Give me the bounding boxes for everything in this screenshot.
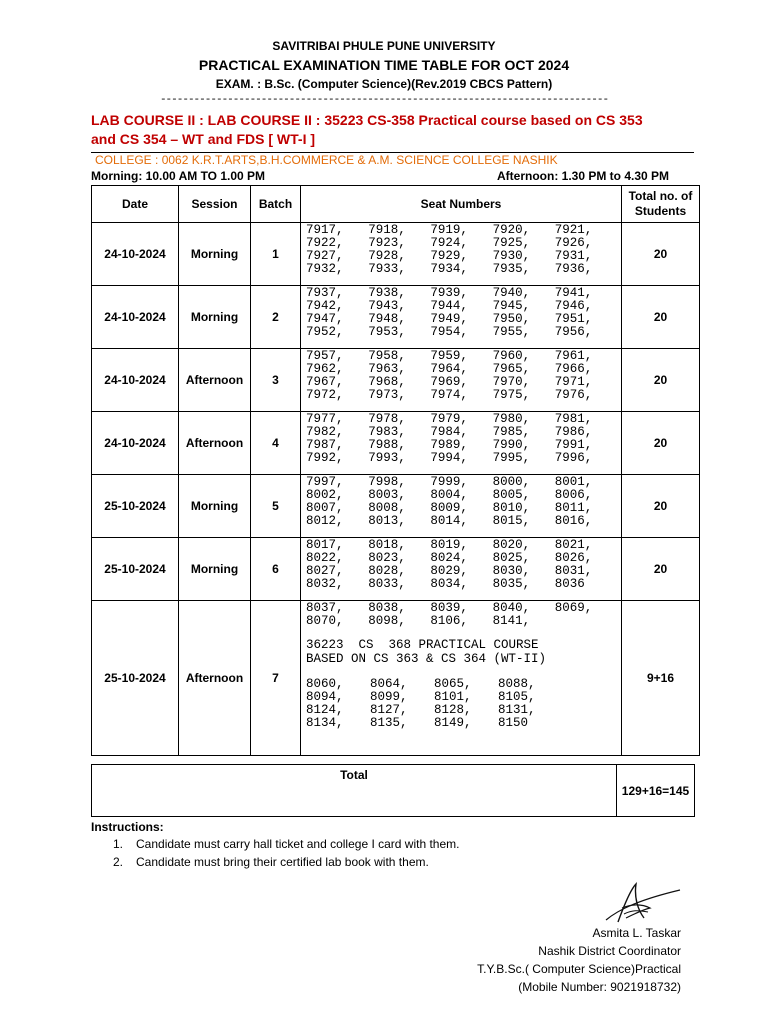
- seat-number: 8124,: [306, 703, 344, 717]
- seat-number: 8070,: [306, 614, 344, 628]
- seat-number: 8003,: [368, 488, 406, 502]
- seat-number: 8135,: [370, 716, 408, 730]
- seat-number: 8024,: [430, 551, 468, 565]
- seat-number: 8019,: [430, 538, 468, 552]
- column-header-batch: Batch: [251, 186, 301, 223]
- seat-number: 7959,: [430, 349, 468, 363]
- separator-line: --------------------------------------------------------------------------------: [159, 94, 609, 106]
- college-name: COLLEGE : 0062 K.R.T.ARTS,B.H.COMMERCE & A.M. SCIENCE COLLEGE NASHIK: [95, 153, 558, 167]
- seat-number: 7977,: [306, 412, 344, 426]
- table-row: [92, 601, 700, 756]
- seat-number: 7956,: [554, 325, 593, 339]
- seat-number: 7948,: [368, 312, 406, 326]
- seat-number: 7968,: [368, 375, 406, 389]
- seat-number: 7957,: [306, 349, 344, 363]
- seat-number: 8034,: [430, 577, 468, 591]
- signatory-mobile: (Mobile Number: 9021918732): [518, 980, 681, 994]
- seat-number: 7930,: [492, 249, 531, 263]
- seat-number: 7933,: [368, 262, 406, 276]
- seat-number: 8094,: [306, 690, 344, 704]
- seat-number: 8150: [498, 716, 529, 730]
- seat-number: 8030,: [492, 564, 531, 578]
- seat-number: 7982,: [306, 425, 344, 439]
- seat-number-list: [306, 413, 617, 465]
- seat-number: 7917,: [306, 223, 344, 237]
- seat-number: 8006,: [554, 488, 593, 502]
- column-header-seat-numbers: Seat Numbers: [301, 186, 622, 223]
- seat-number: 8001,: [554, 475, 593, 489]
- seat-number: 8014,: [430, 514, 468, 528]
- seat-number: 7988,: [368, 438, 406, 452]
- seat-number: 7974,: [430, 388, 468, 402]
- seat-number: 8032,: [306, 577, 344, 591]
- seat-number: 7973,: [368, 388, 406, 402]
- seat-number: 8099,: [370, 690, 408, 704]
- seat-number: 7950,: [492, 312, 531, 326]
- seat-numbers-cell: [301, 538, 622, 601]
- seat-number: 8039,: [430, 601, 468, 615]
- seat-number: 7987,: [306, 438, 344, 452]
- seat-number: 8012,: [306, 514, 344, 528]
- date-cell: 24-10-2024: [92, 286, 179, 349]
- seat-number: 7960,: [492, 349, 531, 363]
- seat-number: 7999,: [430, 475, 468, 489]
- session-cell: Afternoon: [179, 412, 251, 475]
- seat-number: 7923,: [368, 236, 406, 250]
- session-cell: Afternoon: [179, 601, 251, 756]
- seat-number: 7953,: [368, 325, 406, 339]
- batch-cell: 3: [251, 349, 301, 412]
- seat-number: 7975,: [492, 388, 531, 402]
- column-header-date: Date: [92, 186, 179, 223]
- seat-number: 7951,: [554, 312, 593, 326]
- seat-number: 8023,: [368, 551, 406, 565]
- seat-number: 8040,: [492, 601, 531, 615]
- seat-number: 8036: [554, 577, 585, 591]
- column-header-total: Total no. of Students: [622, 186, 700, 223]
- seat-number: 7936,: [554, 262, 593, 276]
- seat-number: 7963,: [368, 362, 406, 376]
- seat-number: 7922,: [306, 236, 344, 250]
- seat-number: 8134,: [306, 716, 344, 730]
- seat-number: 7920,: [492, 223, 531, 237]
- seat-number: 7934,: [430, 262, 468, 276]
- seat-number-list: [306, 350, 617, 402]
- seat-number: 7986,: [554, 425, 593, 439]
- seat-number: 8000,: [492, 475, 531, 489]
- seat-number: 8106,: [430, 614, 468, 628]
- seat-number: 7961,: [554, 349, 593, 363]
- seat-number: 8069,: [554, 601, 593, 615]
- seat-number: 8018,: [368, 538, 406, 552]
- seat-number: 8013,: [368, 514, 406, 528]
- total-label: Total: [92, 765, 617, 817]
- exam-name: EXAM. : B.Sc. (Computer Science)(Rev.2019 CBCS Pattern): [215, 77, 553, 91]
- seat-number: 7989,: [430, 438, 468, 452]
- seat-number: 7971,: [554, 375, 593, 389]
- seat-number-list: [306, 476, 617, 528]
- instructions-title: Instructions:: [91, 820, 164, 834]
- student-total-cell: 9+16: [622, 601, 700, 756]
- seat-number: 7946,: [554, 299, 593, 313]
- seat-number: 7969,: [430, 375, 468, 389]
- seat-number: 7921,: [554, 223, 593, 237]
- seat-number: 7918,: [368, 223, 406, 237]
- column-header-session: Session: [179, 186, 251, 223]
- seat-number: 8027,: [306, 564, 344, 578]
- seat-number: 7954,: [430, 325, 468, 339]
- seat-number: 8098,: [368, 614, 406, 628]
- signatory-name: Asmita L. Taskar: [592, 926, 681, 940]
- seat-number: 7925,: [492, 236, 531, 250]
- seat-number: 7944,: [430, 299, 468, 313]
- signatory-designation: Nashik District Coordinator: [538, 944, 681, 958]
- seat-number: 7958,: [368, 349, 406, 363]
- student-total-cell: 20: [622, 223, 700, 286]
- university-name: SAVITRIBAI PHULE PUNE UNIVERSITY: [272, 39, 496, 53]
- document-title: PRACTICAL EXAMINATION TIME TABLE FOR OCT 2024: [198, 57, 570, 73]
- seat-number: 8065,: [434, 677, 472, 691]
- seat-number: 8025,: [492, 551, 531, 565]
- lab-course-title: LAB COURSE II : LAB COURSE II : 35223 CS-358 Practical course based on CS 353 and CS 354 – WT and FDS [ WT-I ]: [91, 112, 643, 147]
- seat-number: 7981,: [554, 412, 593, 426]
- batch-cell: 1: [251, 223, 301, 286]
- seat-number: 7938,: [368, 286, 406, 300]
- seat-number: 7992,: [306, 451, 344, 465]
- seat-number: 7931,: [554, 249, 593, 263]
- seat-number: 7947,: [306, 312, 344, 326]
- seat-numbers-cell: [301, 601, 622, 756]
- student-total-cell: 20: [622, 538, 700, 601]
- seat-number-list: [306, 539, 617, 591]
- seat-numbers-cell: [301, 475, 622, 538]
- seat-number: 8005,: [492, 488, 531, 502]
- seat-number: 8017,: [306, 538, 344, 552]
- seat-number: 7976,: [554, 388, 593, 402]
- seat-number: 8015,: [492, 514, 531, 528]
- date-cell: 25-10-2024: [92, 538, 179, 601]
- seat-number: 8011,: [554, 501, 593, 515]
- seat-number: 8128,: [434, 703, 472, 717]
- seat-number: 7978,: [368, 412, 406, 426]
- seat-number: 8131,: [498, 703, 536, 717]
- seat-number: 8021,: [554, 538, 593, 552]
- session-cell: Morning: [179, 223, 251, 286]
- session-cell: Morning: [179, 538, 251, 601]
- morning-timing: Morning: 10.00 AM TO 1.00 PM: [91, 169, 266, 183]
- session-cell: Afternoon: [179, 349, 251, 412]
- date-cell: 25-10-2024: [92, 601, 179, 756]
- seat-number: 7964,: [430, 362, 468, 376]
- total-value: 129+16=145: [617, 765, 695, 817]
- seat-number: 8026,: [554, 551, 593, 565]
- batch-cell: 5: [251, 475, 301, 538]
- seat-number: 8149,: [434, 716, 472, 730]
- seat-number: 7996,: [554, 451, 593, 465]
- seat-number: 7984,: [430, 425, 468, 439]
- seat-number: 8009,: [430, 501, 468, 515]
- signatory-program: T.Y.B.Sc.( Computer Science)Practical: [477, 962, 681, 976]
- signature-mark: [598, 880, 684, 928]
- seat-number-list: [306, 602, 617, 628]
- seat-number: 7928,: [368, 249, 406, 263]
- seat-number: 7939,: [430, 286, 468, 300]
- seat-number: 7980,: [492, 412, 531, 426]
- table-row: [92, 223, 700, 286]
- session-cell: Morning: [179, 475, 251, 538]
- seat-number: 7945,: [492, 299, 531, 313]
- table-row: [92, 349, 700, 412]
- seat-number: 7955,: [492, 325, 531, 339]
- seat-number: 7940,: [492, 286, 531, 300]
- seat-number: 7998,: [368, 475, 406, 489]
- seat-number: 7995,: [492, 451, 531, 465]
- seat-number: 8020,: [492, 538, 531, 552]
- batch-cell: 6: [251, 538, 301, 601]
- seat-number: 7972,: [306, 388, 344, 402]
- seat-number: 7994,: [430, 451, 468, 465]
- seat-numbers-cell: [301, 349, 622, 412]
- date-cell: 24-10-2024: [92, 349, 179, 412]
- instruction-text: Candidate must bring their certified lab book with them.: [136, 855, 429, 869]
- total-table: [91, 764, 695, 817]
- table-row: [92, 538, 700, 601]
- seat-number-list: [306, 678, 617, 730]
- seat-number: 7927,: [306, 249, 344, 263]
- seat-number: 7941,: [554, 286, 593, 300]
- seat-number: 8105,: [498, 690, 536, 704]
- total-row: [92, 765, 695, 817]
- seat-number: 8088,: [498, 677, 536, 691]
- seat-numbers-cell: [301, 223, 622, 286]
- seat-number: 7924,: [430, 236, 468, 250]
- seat-number: 8038,: [368, 601, 406, 615]
- student-total-cell: 20: [622, 349, 700, 412]
- afternoon-timing: Afternoon: 1.30 PM to 4.30 PM: [497, 169, 670, 183]
- seat-number-list: [306, 287, 617, 339]
- batch-cell: 7: [251, 601, 301, 756]
- seat-number: 8007,: [306, 501, 344, 515]
- seat-number: 7983,: [368, 425, 406, 439]
- seat-number: 8141,: [492, 614, 531, 628]
- seat-number: 7962,: [306, 362, 344, 376]
- sub-course-heading: 36223 CS 368 PRACTICAL COURSE BASED ON CS 363 & CS 364 (WT-II): [306, 638, 547, 666]
- seat-number: 7970,: [492, 375, 531, 389]
- timetable: [91, 185, 700, 756]
- seat-number: 7985,: [492, 425, 531, 439]
- header-row: [92, 186, 700, 223]
- seat-number: 8029,: [430, 564, 468, 578]
- seat-number: 7942,: [306, 299, 344, 313]
- seat-number: 8127,: [370, 703, 408, 717]
- seat-number: 8028,: [368, 564, 406, 578]
- seat-number: 8016,: [554, 514, 593, 528]
- seat-number: 8101,: [434, 690, 472, 704]
- seat-number: 7997,: [306, 475, 344, 489]
- seat-number: 8002,: [306, 488, 344, 502]
- student-total-cell: 20: [622, 286, 700, 349]
- seat-number: 8033,: [368, 577, 406, 591]
- seat-number: 7966,: [554, 362, 593, 376]
- seat-numbers-cell: [301, 286, 622, 349]
- seat-numbers-cell: [301, 412, 622, 475]
- table-row: [92, 412, 700, 475]
- instruction-text: Candidate must carry hall ticket and college I card with them.: [136, 837, 460, 851]
- seat-number: 7990,: [492, 438, 531, 452]
- instruction-item: 1. Candidate must carry hall ticket and college I card with them.: [113, 837, 460, 851]
- date-cell: 24-10-2024: [92, 412, 179, 475]
- seat-number: 7926,: [554, 236, 593, 250]
- seat-number: 8064,: [370, 677, 408, 691]
- student-total-cell: 20: [622, 412, 700, 475]
- seat-number: 7965,: [492, 362, 531, 376]
- seat-number: 7929,: [430, 249, 468, 263]
- seat-number: 7935,: [492, 262, 531, 276]
- seat-number: 8035,: [492, 577, 531, 591]
- table-row: [92, 286, 700, 349]
- seat-number: 7991,: [554, 438, 593, 452]
- seat-number: 7952,: [306, 325, 344, 339]
- seat-number: 8010,: [492, 501, 531, 515]
- seat-number: 8060,: [306, 677, 344, 691]
- date-cell: 25-10-2024: [92, 475, 179, 538]
- table-row: [92, 475, 700, 538]
- date-cell: 24-10-2024: [92, 223, 179, 286]
- seat-number: 7979,: [430, 412, 468, 426]
- seat-number-list: [306, 224, 617, 276]
- seat-number: 7949,: [430, 312, 468, 326]
- seat-number: 7919,: [430, 223, 468, 237]
- seat-number: 8004,: [430, 488, 468, 502]
- seat-number: 8031,: [554, 564, 593, 578]
- batch-cell: 4: [251, 412, 301, 475]
- seat-number: 7967,: [306, 375, 344, 389]
- seat-number: 8008,: [368, 501, 406, 515]
- instruction-item: 2. Candidate must bring their certified lab book with them.: [113, 855, 429, 869]
- seat-number: 7937,: [306, 286, 344, 300]
- seat-number: 8037,: [306, 601, 344, 615]
- seat-number: 7993,: [368, 451, 406, 465]
- batch-cell: 2: [251, 286, 301, 349]
- seat-number: 8022,: [306, 551, 344, 565]
- seat-number: 7932,: [306, 262, 344, 276]
- seat-number: 7943,: [368, 299, 406, 313]
- student-total-cell: 20: [622, 475, 700, 538]
- session-cell: Morning: [179, 286, 251, 349]
